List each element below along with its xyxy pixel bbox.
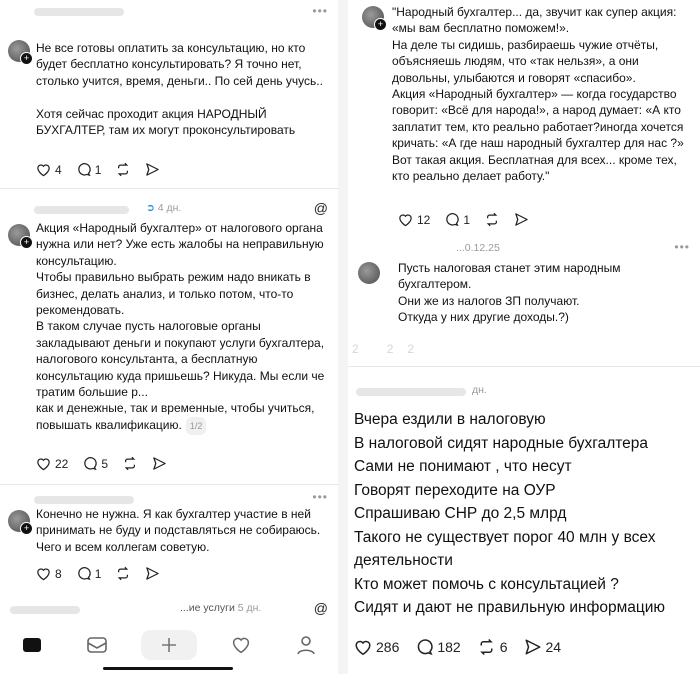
repost-icon [122, 456, 138, 471]
blurred-username [10, 606, 80, 614]
reply-button[interactable] [76, 162, 102, 177]
comment-icon [76, 162, 91, 177]
reply-count: 5 [101, 456, 109, 471]
like-count: 286 [376, 639, 400, 655]
reply-button[interactable] [444, 212, 470, 227]
post-text: Конечно не нужна. Я как бухгалтер участие в ней принимать не буду и подставляться не собираюсь. Чего и всем коллегам советую. [36, 507, 321, 554]
divider [348, 366, 700, 367]
heart-icon [36, 457, 51, 471]
like-count: 2 [352, 342, 359, 356]
post-actions [354, 638, 561, 656]
divider [0, 188, 338, 189]
share-button[interactable] [524, 638, 562, 656]
more-options-button[interactable]: ••• [674, 240, 690, 254]
threads-icon: @ [313, 200, 328, 216]
repost-icon [484, 212, 500, 227]
share-count: 24 [545, 639, 562, 655]
nav-home[interactable] [12, 630, 52, 660]
nav-profile[interactable] [286, 630, 326, 660]
like-count: 4 [55, 162, 62, 177]
post-time: ...0.12.25 [456, 242, 500, 254]
nav-activity[interactable] [221, 630, 261, 660]
share-button[interactable] [145, 162, 160, 177]
send-icon [145, 162, 160, 177]
profile-icon [296, 635, 316, 655]
repost-icon [115, 566, 131, 581]
reply-count: 182 [437, 639, 461, 655]
repost-button[interactable] [122, 456, 138, 471]
post-card[interactable] [0, 196, 338, 481]
post-text: "Народный бухгалтер... да, звучит как супер акция: «мы вам бесплатно поможем!». На деле ты сидишь, разбираешь чужие отчёты, объясняешь людям, что «так нельзя», а они довольны, улыбаются и говорят «спасибо». Акция «Народный бухгалтер» — когда государство говорит: «Всё для народа!», а народ думает: «А кто заплатит тем, кто реально работает?иногда хочется кричать: «А где наш народный бухгалтер для нас ?» Вот такая акция. Бесплатная для всех... кроме тех, кто реально делает работу." [392, 5, 684, 184]
reply-button[interactable] [82, 456, 108, 471]
share-button[interactable] [145, 566, 160, 581]
post-card[interactable] [348, 376, 700, 674]
repost-button[interactable] [387, 342, 394, 356]
post-time: дн. [472, 384, 487, 396]
comment-icon [82, 456, 97, 471]
share-button[interactable] [407, 342, 414, 356]
post-actions [352, 342, 414, 356]
post-partial-text: ...ие услуги 5 дн. [180, 602, 262, 614]
repost-icon [115, 162, 131, 177]
home-indicator [103, 667, 233, 670]
post-text: Не все готовы оплатить за консультацию, но кто будет бесплатно консультировать? Я точно нет, столько учится, время, деньги.. По сей день учусь.. Хотя сейчас проходит акция НАРОДНЫЙ БУХГАЛТЕР, там их могут проконсультировать [36, 41, 323, 138]
inbox-icon [86, 636, 108, 654]
follow-plus-icon[interactable]: + [374, 18, 387, 31]
heart-icon [398, 213, 413, 227]
share-button[interactable] [514, 212, 529, 227]
follow-plus-icon[interactable]: + [20, 52, 33, 65]
like-count: 12 [417, 212, 431, 227]
heart-icon [354, 639, 372, 656]
reply-button[interactable] [76, 566, 102, 581]
post-time: ➲ 4 дн. [146, 202, 182, 214]
send-icon [524, 638, 542, 656]
send-icon [152, 456, 167, 471]
share-button[interactable] [152, 456, 167, 471]
right-feed [348, 0, 700, 674]
like-button[interactable] [36, 457, 68, 471]
post-text: Пусть налоговая станет этим народным бухгалтером. Они же из налогов ЗП получают. Откуда у них другие доходы.?) [398, 261, 621, 325]
like-button[interactable] [398, 213, 430, 227]
follow-plus-icon[interactable]: + [20, 522, 33, 535]
reply-button[interactable] [415, 638, 460, 656]
plus-icon [161, 637, 177, 653]
post-card[interactable] [0, 488, 338, 588]
post-actions [36, 162, 160, 177]
left-feed [0, 0, 338, 674]
post-text: Акция «Народный бухгалтер» от налогового органа нужна или нет? Уже есть жалобы на неправильную консультацию. Чтобы правильно выбрать режим надо вникать в бизнес, делать анализ, и только потом, что-то рекомендовать. В таком случае пусть налоговые органы закладывают деньги и покупают услуги бухгалтера, налогового консультанта, а бесплатную консультацию куда пришьешь? Никуда. Мы если че тратим большие р... как и денежные, так и временные, чтобы учиться, повышать квалификацию. 1/2 [36, 220, 332, 435]
post-card[interactable] [348, 238, 700, 358]
blurred-username [34, 206, 129, 214]
post-text: Вчера ездили в налоговую В налоговой сидят народные бухгалтера Сами не понимают , что несут Говорят переходите на ОУР Спрашиваю СНР до 2,5 млрд Такого не существует порог 40 млн у всех деятельности Кто может помочь с консультацией ? Сидят и дают не правильную информацию [354, 411, 666, 616]
more-options-button[interactable]: ••• [312, 4, 328, 18]
avatar[interactable] [8, 40, 30, 62]
heart-icon [36, 567, 51, 581]
nav-inbox[interactable] [77, 630, 117, 660]
reply-count: 1 [463, 212, 471, 227]
column-gap [338, 0, 348, 674]
pagination-badge: 1/2 [186, 417, 207, 435]
post-actions [36, 566, 160, 581]
repost-count: 2 [386, 342, 394, 356]
threads-icon: @ [313, 600, 328, 616]
repost-button[interactable] [477, 638, 508, 656]
home-icon [21, 636, 43, 654]
follow-plus-icon[interactable]: + [20, 236, 33, 249]
blurred-username [34, 496, 134, 504]
post-card[interactable] [348, 0, 700, 232]
nav-create[interactable] [141, 630, 197, 660]
post-actions [36, 456, 167, 471]
like-button[interactable] [36, 163, 62, 177]
comment-icon [415, 638, 433, 656]
reply-count: 1 [94, 162, 102, 177]
repost-icon [477, 638, 496, 656]
repost-count: 6 [499, 639, 508, 655]
heart-icon [231, 636, 251, 654]
avatar[interactable] [8, 224, 30, 246]
like-count: 8 [55, 566, 62, 581]
like-button[interactable] [352, 342, 359, 356]
avatar[interactable] [362, 6, 384, 28]
like-button[interactable] [36, 567, 62, 581]
share-count: 2 [407, 342, 415, 356]
divider [0, 484, 338, 485]
send-icon [514, 212, 529, 227]
post-actions [398, 212, 529, 227]
blurred-username [34, 8, 124, 16]
comment-icon [444, 212, 459, 227]
avatar[interactable] [8, 510, 30, 532]
send-icon [145, 566, 160, 581]
like-button[interactable] [354, 639, 399, 656]
avatar[interactable] [358, 262, 380, 284]
repost-button[interactable] [115, 162, 131, 177]
blurred-username [356, 388, 466, 396]
bottom-navigation [0, 616, 338, 674]
repost-button[interactable] [115, 566, 131, 581]
comment-icon [76, 566, 91, 581]
repost-button[interactable] [484, 212, 500, 227]
heart-icon [36, 163, 51, 177]
like-count: 22 [55, 456, 69, 471]
reply-count: 1 [94, 566, 102, 581]
post-card[interactable] [0, 0, 338, 185]
more-options-button[interactable]: ••• [312, 490, 328, 504]
